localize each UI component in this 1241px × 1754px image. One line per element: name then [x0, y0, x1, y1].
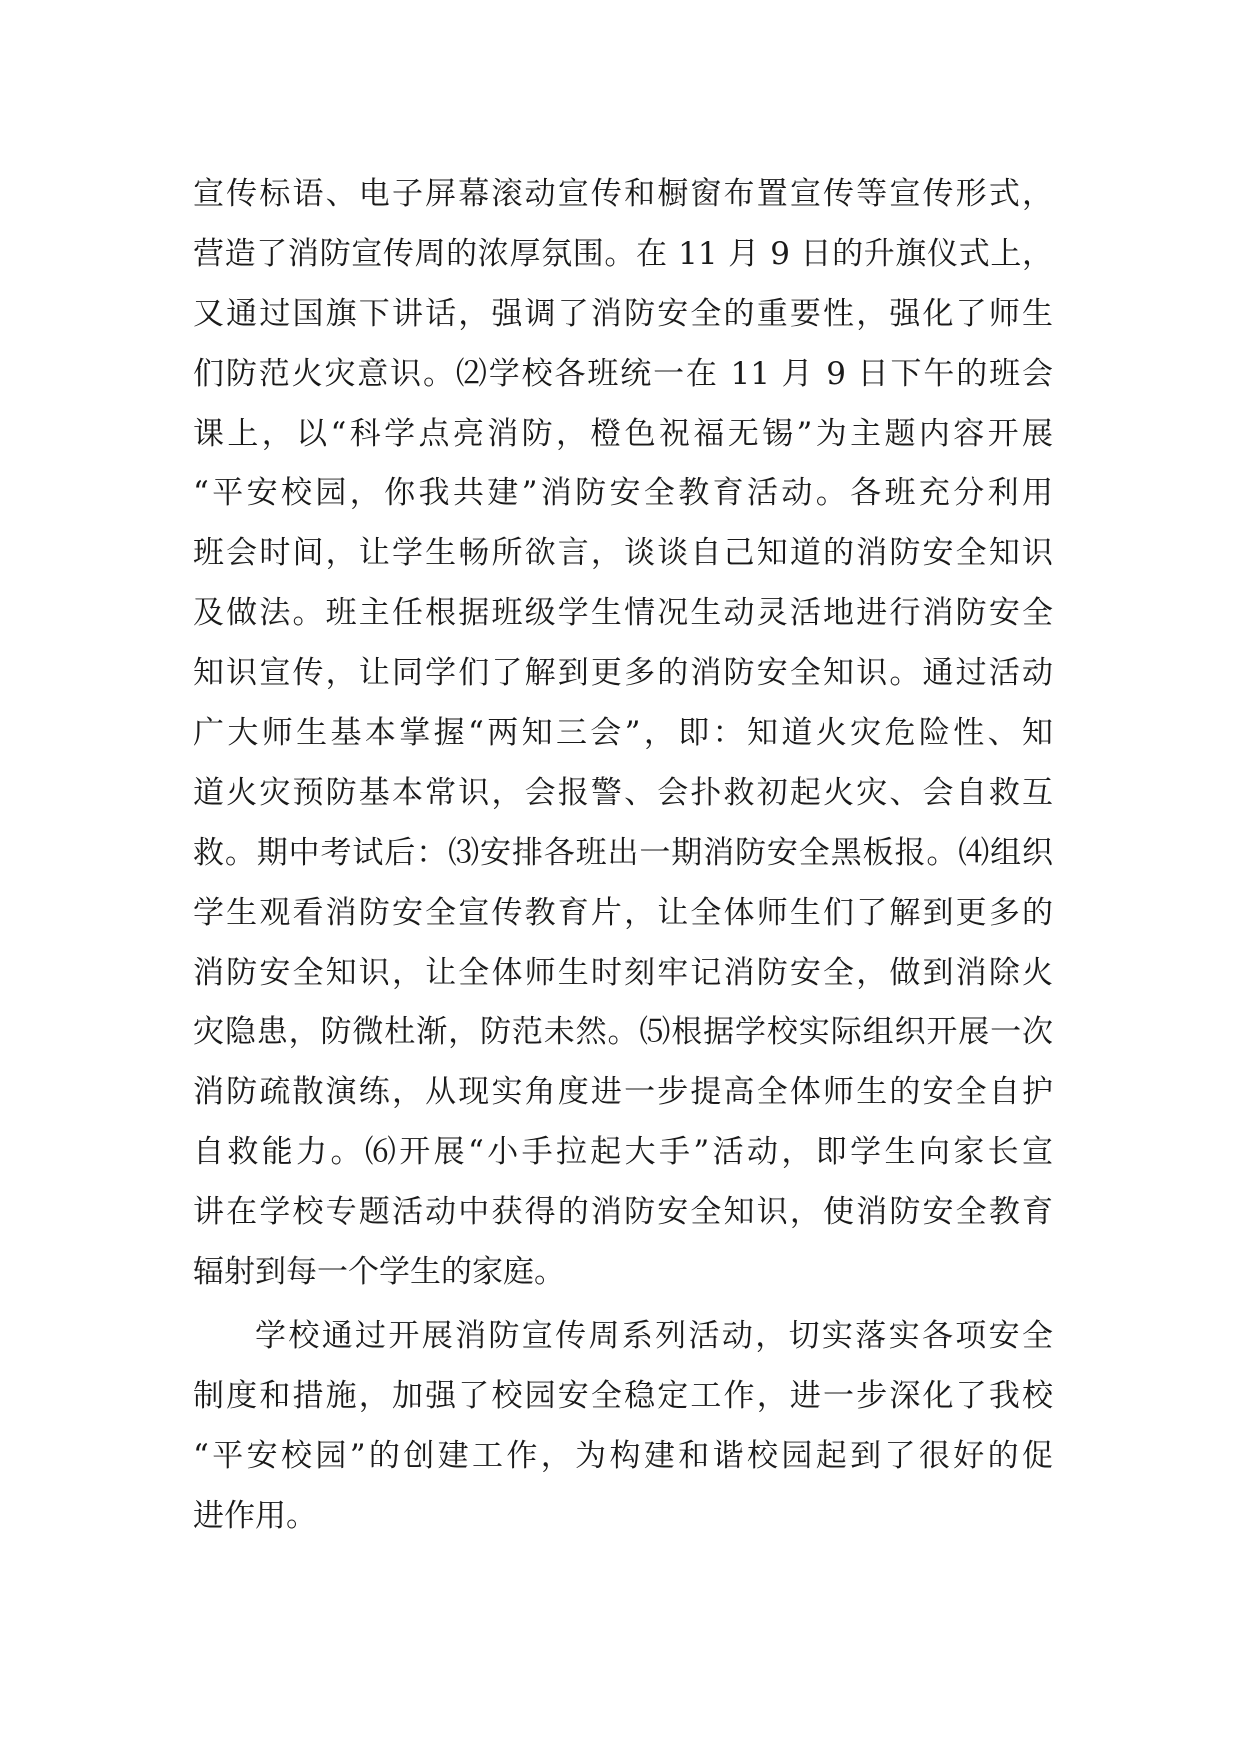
- text-line: 又通过国旗下讲话，强调了消防安全的重要性，强化了师生: [193, 295, 1053, 332]
- paragraph-2: [193, 1307, 1053, 1547]
- text-line: 课上，以“科学点亮消防，橙色祝福无锡”为主题内容开展: [193, 415, 1053, 452]
- paragraph-1: [193, 165, 1053, 1303]
- text-line: 消防安全知识，让全体师生时刻牢记消防安全，做到消除火: [193, 954, 1053, 991]
- text-line: 自救能力。⑹开展“小手拉起大手”活动，即学生向家长宣: [193, 1134, 1053, 1171]
- text-line: 学校通过开展消防宣传周系列活动，切实落实各项安全: [255, 1317, 1053, 1354]
- text-line: 消防疏散演练，从现实角度进一步提高全体师生的安全自护: [193, 1074, 1053, 1111]
- text-line: 讲在学校专题活动中获得的消防安全知识，使消防安全教育: [193, 1194, 1053, 1231]
- text-line: 制度和措施，加强了校园安全稳定工作，进一步深化了我校: [193, 1377, 1053, 1414]
- text-line: 营造了消防宣传周的浓厚氛围。在 11 月 9 日的升旗仪式上，: [193, 235, 1053, 272]
- text-line: 救。期中考试后：⑶安排各班出一期消防安全黑板报。⑷组织: [193, 834, 1053, 871]
- text-line: 及做法。班主任根据班级学生情况生动灵活地进行消防安全: [193, 595, 1053, 632]
- text-line: 学生观看消防安全宣传教育片，让全体师生们了解到更多的: [193, 894, 1053, 931]
- text-line: “平安校园，你我共建”消防安全教育活动。各班充分利用: [193, 475, 1053, 512]
- text-line: 灾隐患，防微杜渐，防范未然。⑸根据学校实际组织开展一次: [193, 1014, 1053, 1051]
- text-line: 们防范火灾意识。⑵学校各班统一在 11 月 9 日下午的班会: [193, 355, 1053, 392]
- text-line: 广大师生基本掌握“两知三会”，即：知道火灾危险性、知: [193, 715, 1053, 752]
- document-body: [193, 165, 1053, 1546]
- text-line: 道火灾预防基本常识，会报警、会扑救初起火灾、会自救互: [193, 774, 1053, 811]
- text-line: 进作用。: [193, 1497, 317, 1534]
- text-line: 辐射到每一个学生的家庭。: [193, 1254, 565, 1291]
- text-line: 班会时间，让学生畅所欲言，谈谈自己知道的消防安全知识: [193, 535, 1053, 572]
- text-line: 宣传标语、电子屏幕滚动宣传和橱窗布置宣传等宣传形式，: [193, 176, 1053, 212]
- text-line: 知识宣传，让同学们了解到更多的消防安全知识。通过活动: [193, 655, 1053, 692]
- text-line: “平安校园”的创建工作，为构建和谐校园起到了很好的促: [193, 1437, 1053, 1474]
